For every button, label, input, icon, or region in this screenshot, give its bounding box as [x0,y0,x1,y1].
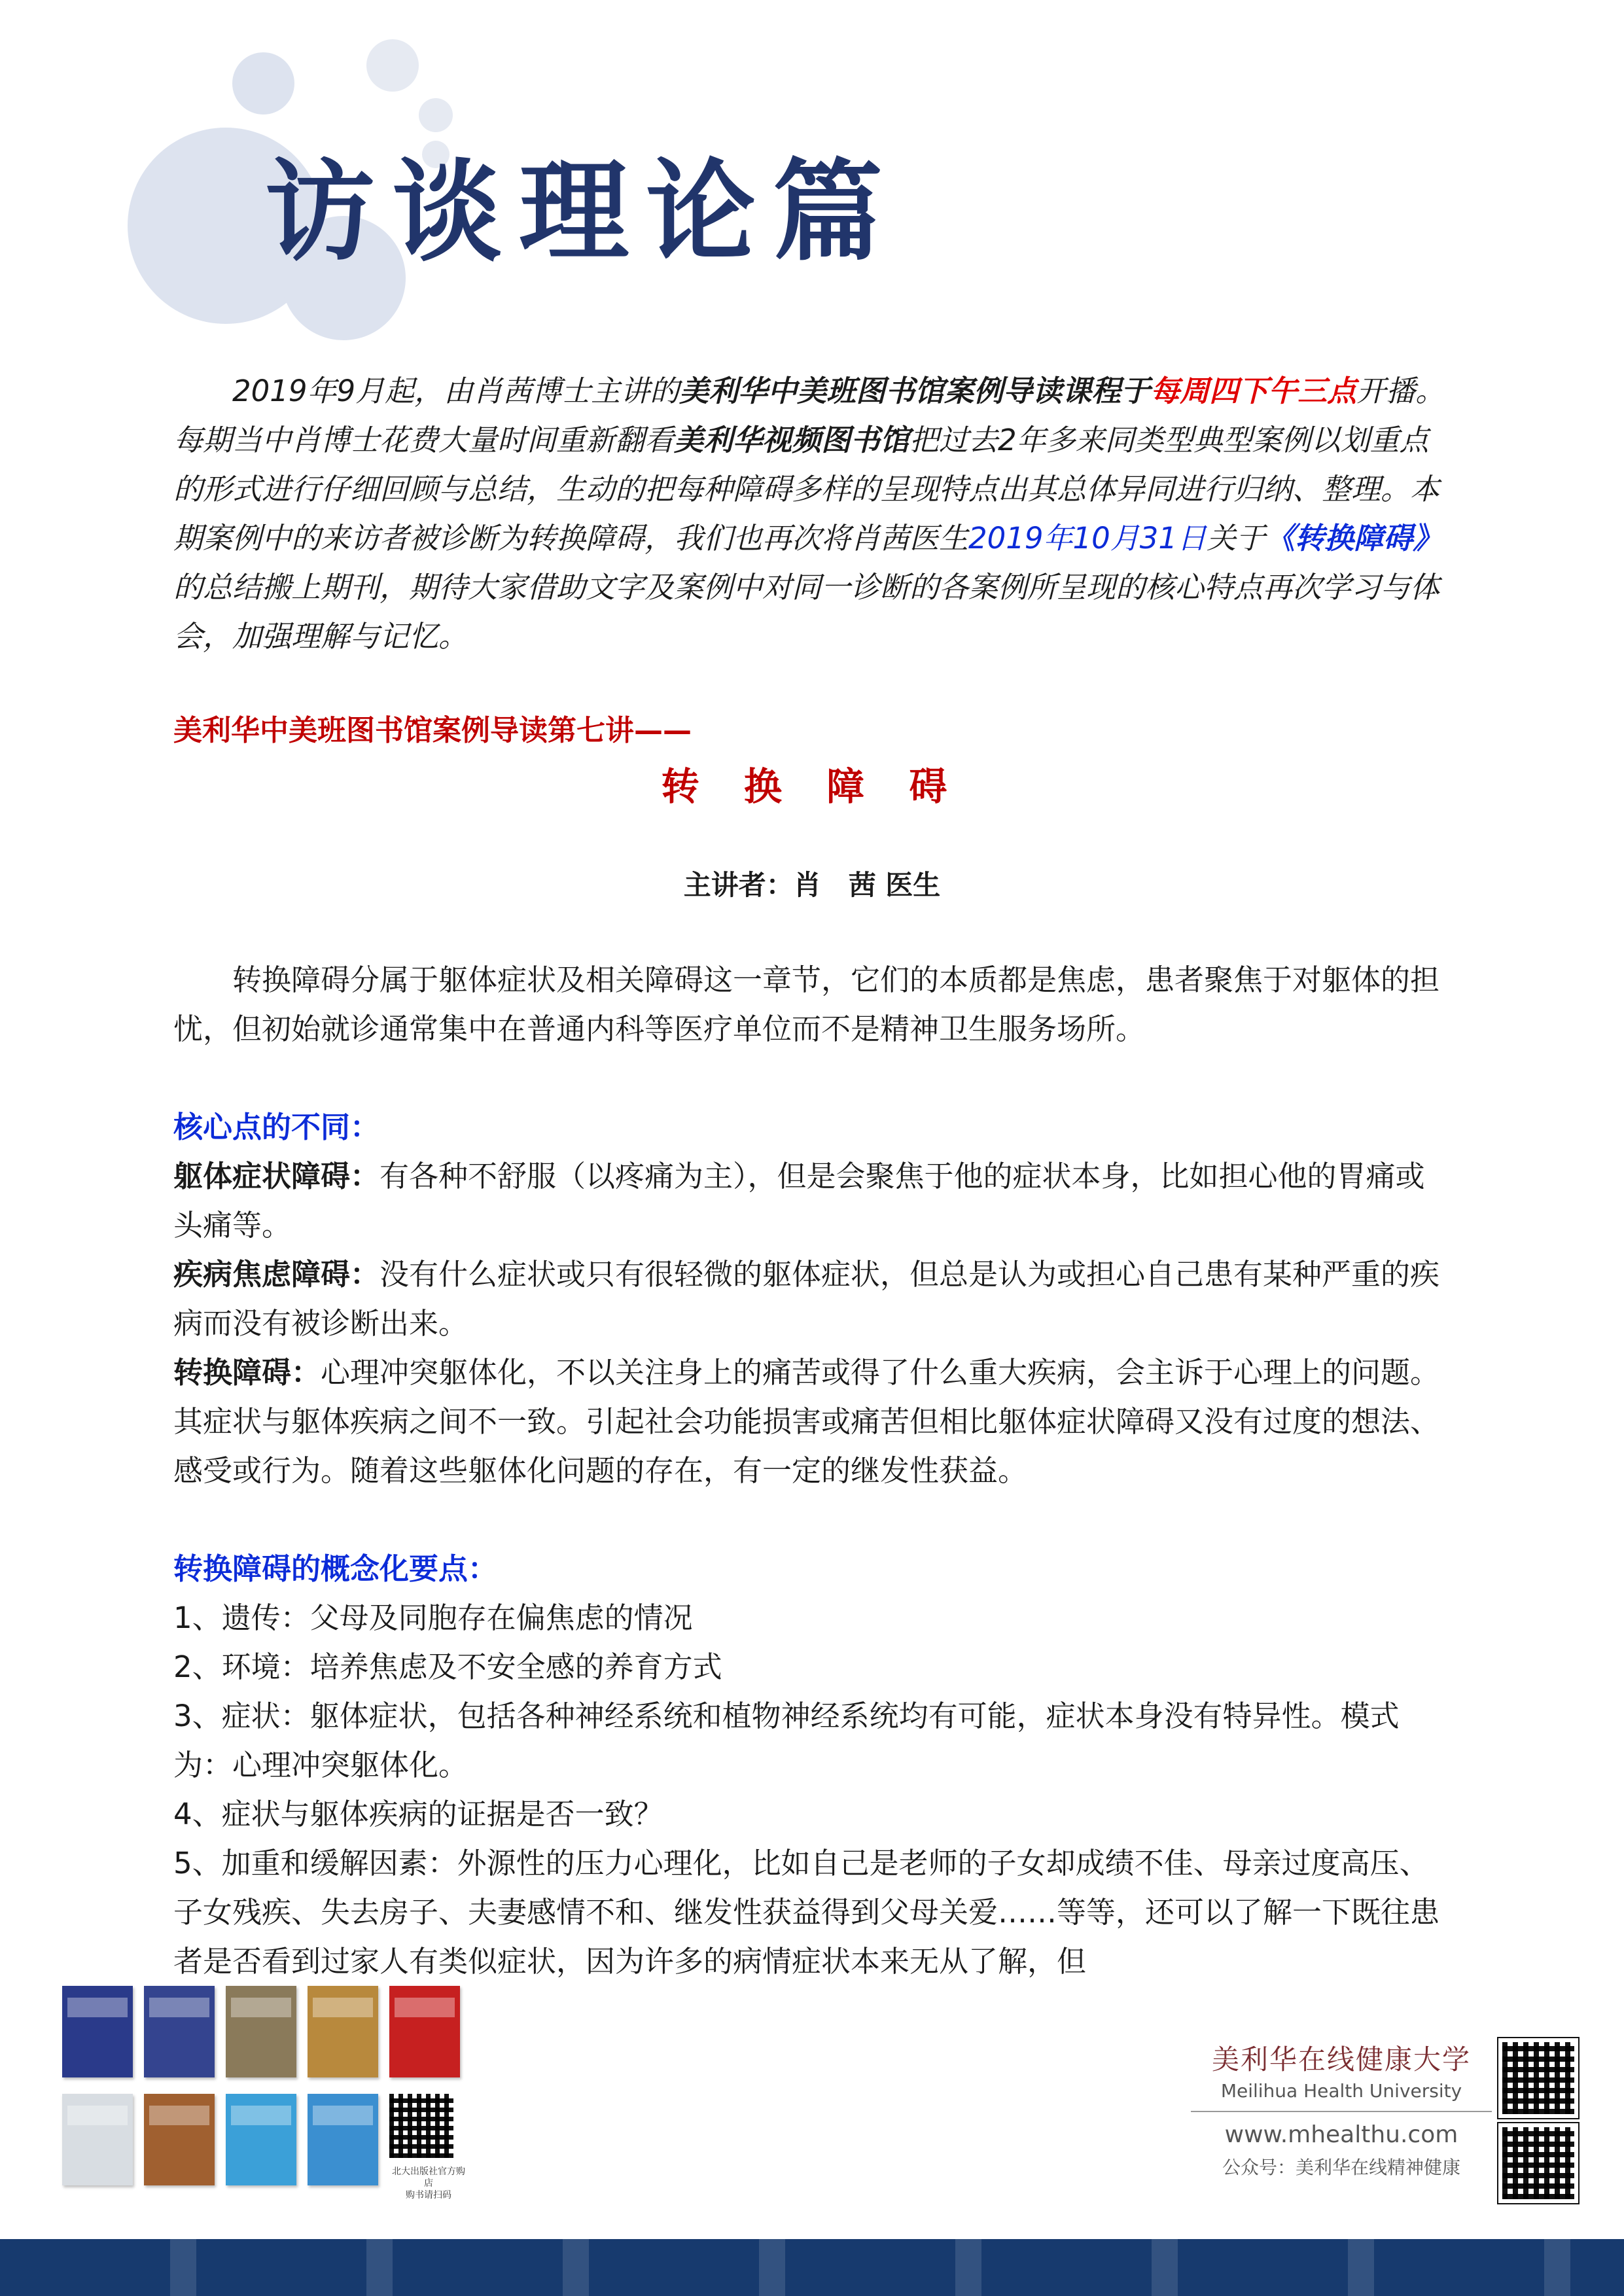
intro-course-name: 美利华中美班图书馆案例导读课程于 [679,374,1151,408]
term-label: 疾病焦虑障碍： [173,1257,380,1292]
caption-line: 北大出版社官方购店 [392,2166,465,2189]
shop-qr-caption [389,2166,468,2201]
book-cover-image [226,2094,296,2185]
qr-code[interactable] [1498,2123,1578,2203]
body-paragraph: 转换障碍分属于躯体症状及相关障碍这一章节，它们的本质都是焦虑，患者聚焦于对躯体的担忧，但初始就诊通常集中在普通内科等医疗单位而不是精神卫生服务场所。 [173,963,1440,1046]
lecture-title: 转 换 障 碍 [661,764,963,809]
article-body [173,955,1449,1986]
term-text: 心理冲突躯体化，不以关注身上的痛苦或得了什么重大疾病，会主诉于心理上的问题。其症状与躯体疾病之间不一致。引起社会功能损害或痛苦但相比躯体症状障碍又没有过度的想法、感受或行为。随着这些躯体化问题的存在，有一定的继发性获益。 [173,1355,1440,1488]
list-item: 1、遗传：父母及同胞存在偏焦虑的情况 [173,1600,693,1635]
intro-paragraph [173,366,1449,661]
footer-decor [0,2239,1624,2296]
intro-schedule: 每周四下午三点 [1150,374,1357,408]
decor-bubble [232,52,294,115]
book-cover-image [62,1986,133,2077]
qr-code[interactable] [1498,2038,1578,2118]
book-cover-image [308,2094,378,2185]
intro-seg: 关于 [1207,521,1266,556]
brand-block [1191,2038,1492,2180]
book-cover-image [62,2094,133,2185]
book-cover-image [144,1986,215,2077]
term-text: 没有什么症状或只有很轻微的躯体症状，但总是认为或担心自己患有某种严重的疾病而没有被诊断出来。 [173,1257,1440,1341]
term-label: 躯体症状障碍： [173,1159,380,1193]
term-text: 有各种不舒服（以疼痛为主），但是会聚焦于他的症状本身，比如担心他的胃痛或头痛等。 [173,1159,1425,1243]
intro-seg: 开播。每期当中肖博士花费大量时间重新翻看 [173,374,1445,457]
intro-topic: 《转换障碍》 [1265,521,1443,556]
definition-illness-anxiety [173,1250,1449,1348]
website-link[interactable]: www.mhealthu.com [1224,2121,1458,2148]
lecture-speaker: 主讲者：肖 茜 医生 [683,869,941,901]
section-heading-concept: 转换障碍的概念化要点： [173,1551,498,1586]
book-cover-image [308,1986,378,2077]
list-item: 2、环境：培养焦虑及不安全感的养育方式 [173,1650,722,1684]
decor-bubble [366,39,419,92]
book-cover-image [144,2094,215,2185]
intro-library-name: 美利华视频图书馆 [674,423,910,457]
page-title: 访谈理论篇 [265,148,900,276]
list-item: 4、症状与躯体疾病的证据是否一致？ [173,1797,663,1831]
term-label: 转换障碍： [173,1355,321,1390]
book-ad [62,1986,468,2200]
definition-conversion [173,1348,1449,1495]
intro-seg: 2019年9月起，由肖茜博士主讲的 [232,374,680,408]
intro-seg: 把过去2年多来同类型典型案例以划重点的形式进行仔细回顾与总结，生动的把每种障碍多样的呈现特点出其总体异同进行归纳、整理。本期案例中的来访者被诊断为转换障碍，我们也再次将肖茜医生 [173,423,1440,556]
definition-somatic [173,1152,1449,1250]
intro-seg: 的总结搬上期刊，期待大家借助文字及案例中对同一诊断的各案例所呈现的核心特点再次学习与体会，加强理解与记忆。 [173,570,1440,654]
brand-name-en: Meilihua Health University [1220,2080,1462,2102]
divider [1191,2111,1492,2112]
spacer [173,1053,1449,1103]
list-item: 5、加重和缓解因素：外源性的压力心理化，比如自己是老师的子女却成绩不佳、母亲过度高压、子女残疾、失去房子、夫妻感情不和、继发性获益得到父母关爱……等等，还可以了解一下既往患者是否看到过家人有类似症状，因为许多的病情症状本来无从了解，但 [173,1846,1440,1979]
wechat-account: 公众号：美利华在线精神健康 [1222,2157,1460,2178]
lecture-series: 美利华中美班图书馆案例导读第七讲—— [173,714,692,747]
list-item: 3、症状：躯体症状，包括各种神经系统和植物神经系统均有可能，症状本身没有特异性。模式为：心理冲突躯体化。 [173,1699,1400,1782]
book-cover-image [226,1986,296,2077]
book-cover-image [389,1986,460,2077]
shop-qr-code[interactable] [389,2094,455,2166]
intro-text [173,366,1449,661]
intro-date: 2019年10月31日 [968,521,1207,556]
spacer [173,1495,1449,1544]
section-heading-core: 核心点的不同： [173,1110,380,1144]
caption-line: 购书请扫码 [406,2190,451,2200]
brand-name-cn: 美利华在线健康大学 [1211,2043,1471,2075]
decor-bubble [419,98,453,132]
